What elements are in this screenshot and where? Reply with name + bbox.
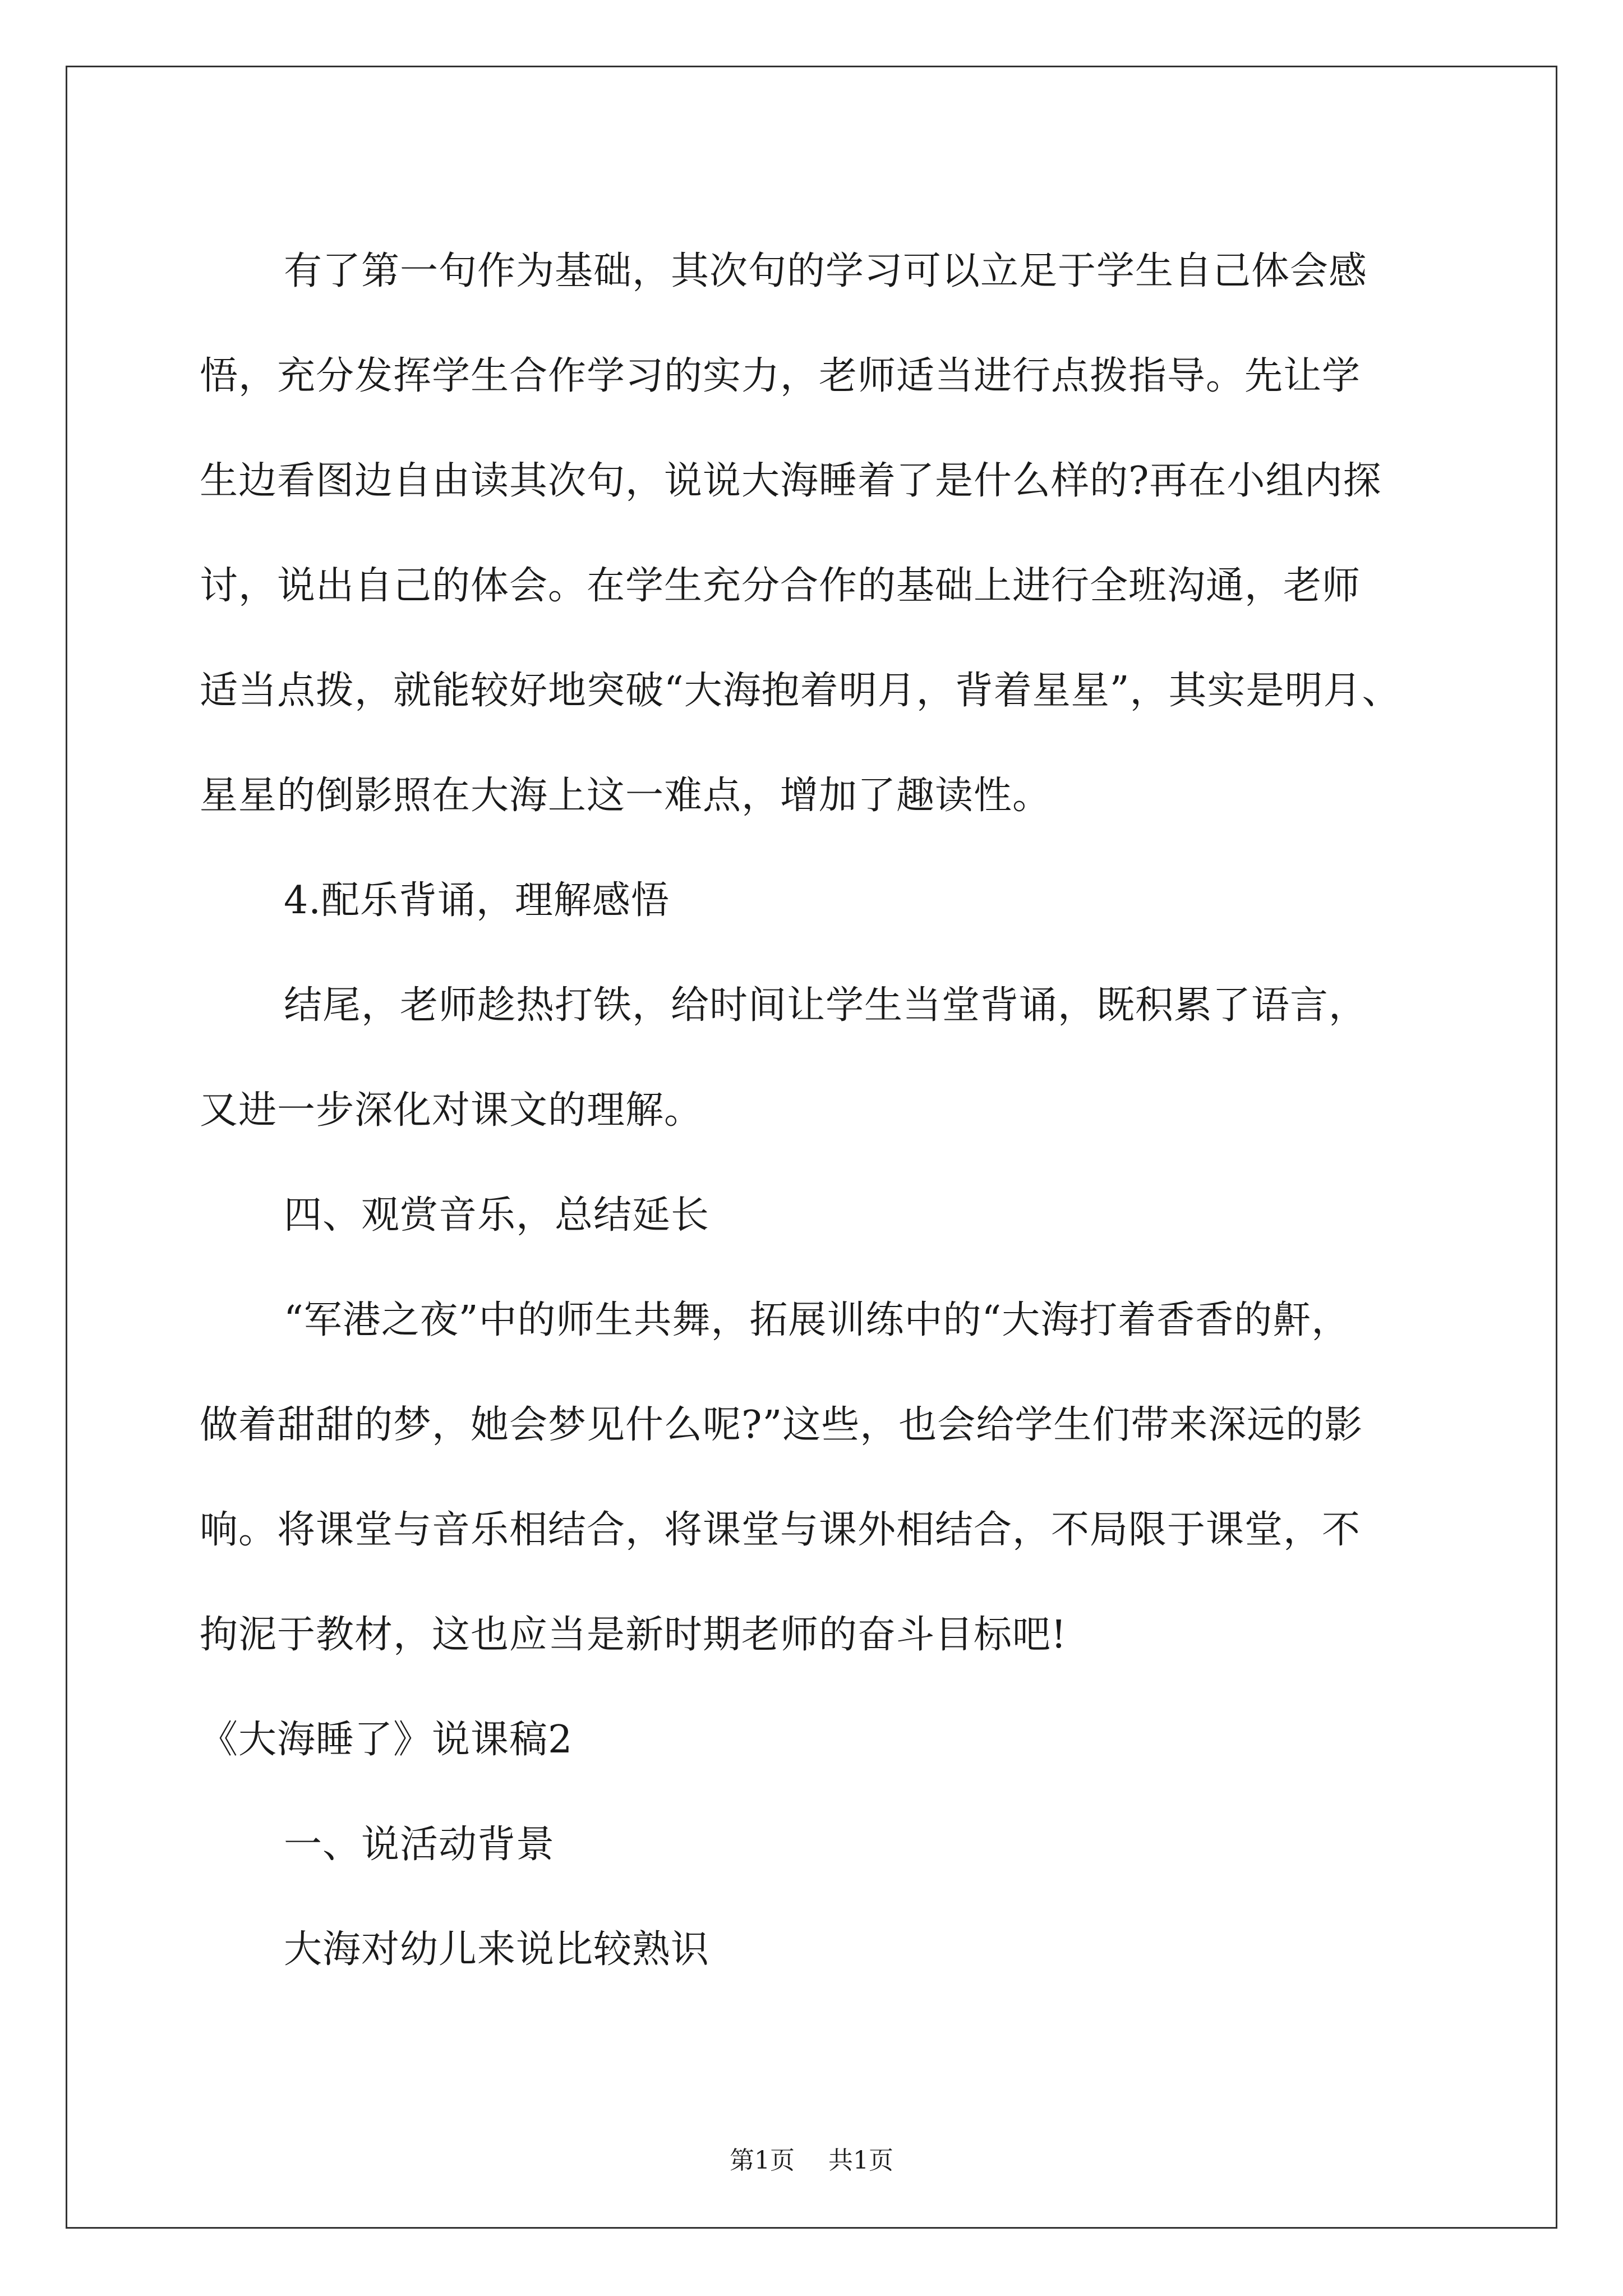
section-heading [200,1792,1420,1897]
paragraph [200,1268,1420,1687]
document-title [200,1687,1420,1792]
paragraph [200,953,1420,1163]
text-line: “军港之夜”中的师生共舞，拓展训练中的“大海打着香香的鼾， [284,1298,1350,1342]
text-line: 有了第一句作为基础，其次句的学习可以立足于学生自己体会感 [284,249,1368,293]
text-line: 适当点拨，就能较好地突破“大海抱着明月，背着星星”，其实是明月、 [200,669,1401,713]
page-total: 共1页 [828,2146,893,2175]
paragraph [200,219,1420,848]
text-line: 4.配乐背诵，理解感悟 [284,878,670,923]
text-line: 拘泥于教材，这也应当是新时期老师的奋斗目标吧! [200,1613,1067,1657]
text-line: 讨，说出自己的体会。在学生充分合作的基础上进行全班沟通，老师 [200,564,1361,608]
text-line: 四、观赏音乐，总结延长 [284,1193,710,1237]
section-heading [200,848,1420,953]
paragraph [200,1897,1420,2002]
text-line: 结尾，老师趁热打铁，给时间让学生当堂背诵，既积累了语言， [284,983,1368,1028]
text-line: 一、说活动背景 [284,1823,555,1867]
text-line: 星星的倒影照在大海上这一难点，增加了趣读性。 [200,774,1052,818]
document-body [200,219,1420,2002]
text-line: 大海对幼儿来说比较熟识 [284,1927,710,1972]
page-footer [0,2140,1623,2176]
section-heading [200,1163,1420,1268]
text-line: 悟，充分发挥学生合作学习的实力，老师适当进行点拨指导。先让学 [200,354,1361,398]
text-line: 做着甜甜的梦，她会梦见什么呢?”这些，也会给学生们带来深远的影 [200,1403,1363,1447]
text-line: 又进一步深化对课文的理解。 [200,1088,703,1133]
text-line: 响。将课堂与音乐相结合，将课堂与课外相结合，不局限于课堂，不 [200,1508,1361,1552]
text-line: 《大海睡了》说课稿2 [200,1718,573,1762]
page-number: 第1页 [730,2146,795,2175]
text-line: 生边看图边自由读其次句，说说大海睡着了是什么样的?再在小组内探 [200,459,1382,503]
